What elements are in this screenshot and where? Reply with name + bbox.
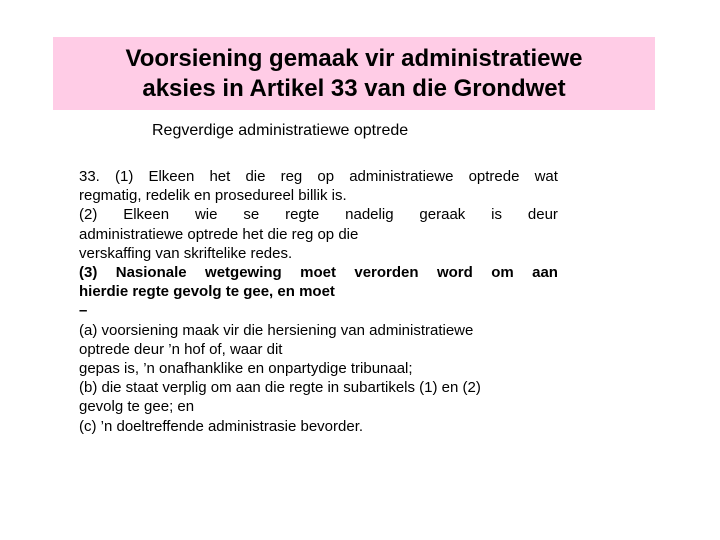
word: Elkeen (148, 168, 195, 185)
text-line: (c) ’n doeltreffende administrasie bevorder. (79, 417, 364, 435)
text-line (79, 167, 558, 186)
word: reg (280, 168, 303, 185)
word: om (491, 264, 514, 282)
word: op (317, 168, 335, 185)
text-line: administratiewe optrede het die reg op die (79, 225, 359, 243)
word: word (436, 264, 473, 282)
section-33-text (79, 167, 558, 436)
word: het (209, 168, 231, 185)
word: verorden (354, 264, 419, 282)
word: aan (532, 264, 558, 282)
word: nadelig (345, 206, 394, 224)
slide-title-banner (53, 37, 655, 110)
word: geraak (419, 206, 466, 224)
word: wie (194, 206, 218, 224)
text-line: regmatig, redelik en prosedureel billik is. (79, 187, 347, 205)
word: (1) (114, 168, 134, 185)
word: Elkeen (123, 206, 170, 224)
word: Nasionale (115, 264, 187, 282)
word: regte (285, 206, 320, 224)
text-line: gevolg te gee; en (79, 398, 195, 416)
text-line: gepas is, ’n onafhanklike en onpartydige tribunaal; (79, 360, 413, 378)
slide-title-line-2: aksies in Artikel 33 van die Grondwet (142, 75, 566, 102)
word: se (243, 206, 260, 224)
slide-title-line-1: Voorsiening gemaak vir administratiewe (125, 45, 583, 72)
word: wetgewing (205, 264, 282, 282)
word: administratiewe (349, 168, 454, 185)
word: is (491, 206, 503, 224)
text-line: (a) voorsiening maak vir die hersiening van administratiewe (79, 321, 474, 339)
word: deur (527, 206, 558, 224)
text-line-bold: hierdie regte gevolg te gee, en moet (79, 283, 335, 301)
word: moet (300, 264, 336, 282)
text-line (79, 205, 558, 224)
text-line: verskaffing van skriftelike redes. (79, 244, 293, 262)
word: wat (534, 168, 558, 185)
section-subtitle: Regverdige administratiewe optrede (152, 122, 409, 139)
text-line-bold (79, 263, 558, 282)
word: die (245, 168, 266, 185)
word: (2) (79, 206, 98, 224)
word: optrede (468, 168, 520, 185)
dash-line: – (79, 302, 88, 320)
word: 33. (79, 168, 100, 185)
text-line: (b) die staat verplig om aan die regte in subartikels (1) en (2) (79, 379, 481, 397)
word: (3) (79, 264, 98, 282)
text-line: optrede deur ’n hof of, waar dit (79, 340, 283, 358)
